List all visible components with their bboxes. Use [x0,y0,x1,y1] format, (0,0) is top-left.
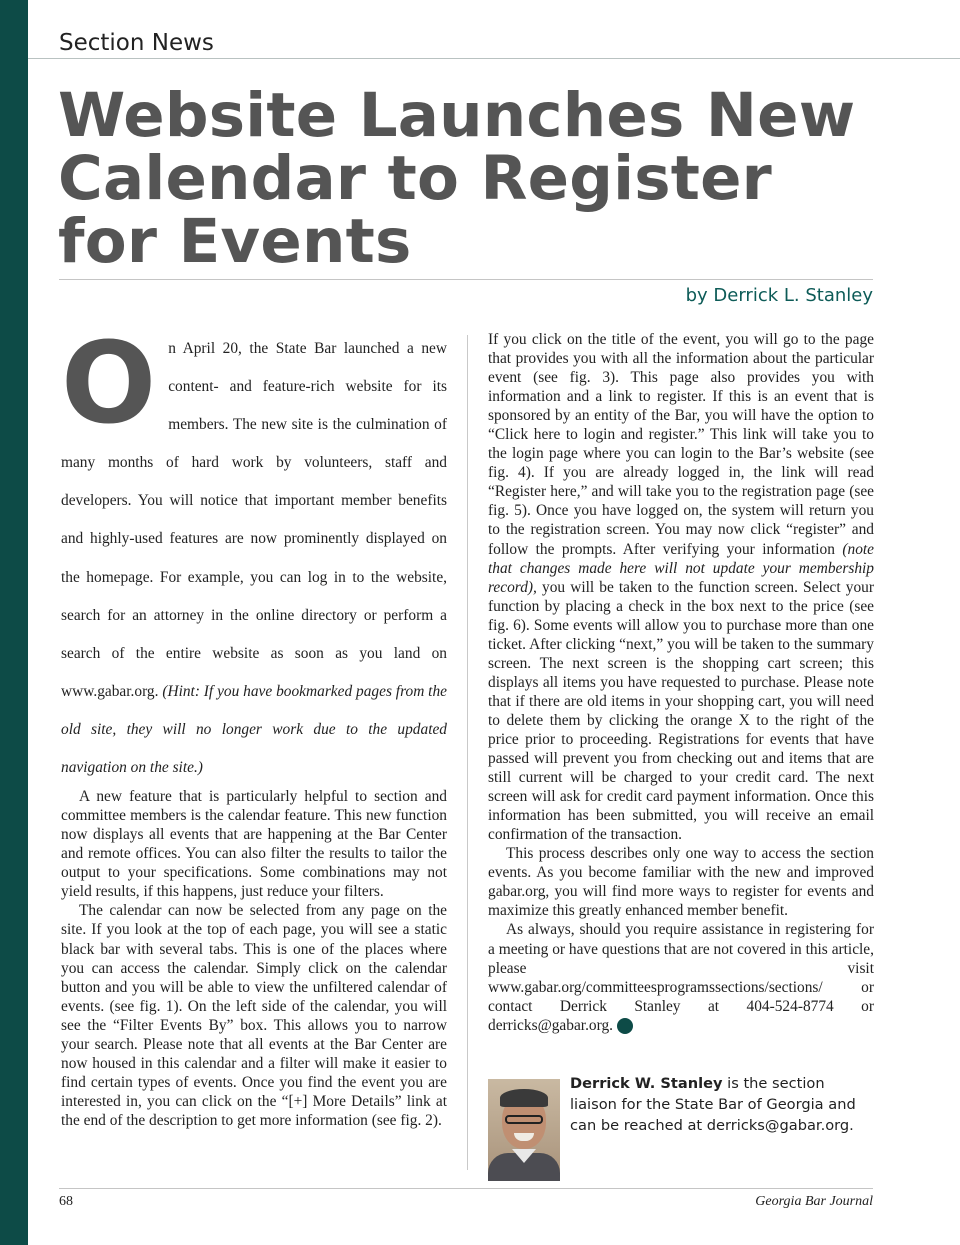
intro-hint: (Hint: If you have bookmarked pages from the old site, they will no longer work due to the updated navigation on the site.) [61,682,447,777]
registration-text-b: you will be taken to the function screen. Select your function by placing a check in the box next to the price (see fig. 6). Some events will allow you to purchase more than one ticket. After clicking “next,” you will be taken to the summary screen. The next screen is the shopping cart screen; this displays all items you have requested to purchase. Please note that if there are old items in your shopping cart, you will need to delete them by clicking the orange X to the right of the price prior to proceeding. Registrations for events that have passed will prevent you from checking out and items that are still current will be charged to your credit card. The next screen will ask for credit card payment information. Once this information has been submitted, you will receive an email confirmation of the transaction. [488,578,874,844]
paragraph-registration [488,330,874,844]
intro-paragraph [61,319,447,787]
page-number: 68 [59,1194,73,1209]
headline [58,80,918,277]
headline-line-3: for Events [58,206,412,277]
column-divider [467,335,468,1170]
gbj-end-badge-icon: GBJ [617,1018,633,1034]
article-column-right [488,330,874,1035]
headline-rule [59,279,873,280]
registration-text-a: If you click on the title of the event, you will go to the page that provides you with all the information about the particular event (see fig. 3). This page also provides you with information and a link to register. If this is an event that is sponsored by an entity of the Bar, you will have the option to “Click here to login and register.” This link will take you to the login page where you can login to the Bar’s website (see fig. 4). If you are already logged in, the link will read “Register here,” and will take you to the registration page (see fig. 5). Once you have logged on, the system will return you to the registration screen. You may now click “register” and follow the prompts. After verifying your information [488,331,874,558]
headline-line-2: Calendar to Register [58,143,772,214]
section-label: Section News [59,30,214,56]
drop-cap: O [61,319,157,449]
paragraph-process: This process describes only one way to access the section events. As you become familiar with the new and improved gabar.org, you will find more ways to register for events and maximize this greatly enhanced member benefit. [488,845,874,920]
byline: by Derrick L. Stanley [685,285,873,306]
intro-text: n April 20, the State Bar launched a new content- and feature-rich website for its members. The new site is the culmination of many months of hard work by volunteers, staff and developers. You will notice that important member benefits and highly-used features are now prominently displayed on the homepage. For example, you can log in to the website, search for an attorney in the online directory or perform a search of the entire website as soon as you land on www.gabar.org. [61,340,447,700]
paragraph-calendar-access: The calendar can now be selected from any page on the site. If you look at the top of each page, you will see a static black bar with several tabs. This is one of the places where you can access the calendar. Simply click on the calendar button and you will be able to view the unfiltered calendar of events. (see fig. 1). On the left side of the calendar, you will see the “Filter Events By” box. This allows you to narrow your search. Please note that all events at the Bar Center are now housed in this calendar and a filter will make it easier to find certain types of events. Once you find the event you are interested in, you can click on the “[+] More Details” link at the end of the description to get more information (see fig. 2). [61,902,447,1129]
author-photo [488,1079,560,1181]
assistance-text: As always, should you require assistance in registering for a meeting or have questions that are not covered in this article, please visit www.gabar.org/committeesprogramssections/sections/ or contact Derrick Stanley at 404-524-8774 or derricks@gabar.org. [488,921,874,1034]
author-name: Derrick W. Stanley [570,1075,723,1092]
paragraph-assistance [488,920,874,1034]
author-bio [570,1073,870,1136]
publication-name: Georgia Bar Journal [755,1194,873,1209]
section-rule [28,58,960,59]
footer-rule [59,1188,873,1189]
sidebar-strip [0,0,28,1245]
registration-note: (note that changes made here will not update your membership record), [488,540,874,596]
headline-line-1: Website Launches New [58,80,856,151]
paragraph-calendar-feature: A new feature that is particularly helpful to section and committee members is the calendar feature. This new function now displays all events that are happening at the Bar Center and remote offices. You can also filter the results to tailor the output to your specifications. Some combinations may not yield results, if this happens, just reduce your filters. [61,788,447,901]
author-bio-text: is the section liaison for the State Bar of Georgia and can be reached at derricks@gabar.org. [570,1075,856,1134]
article-column-left [61,319,447,1130]
